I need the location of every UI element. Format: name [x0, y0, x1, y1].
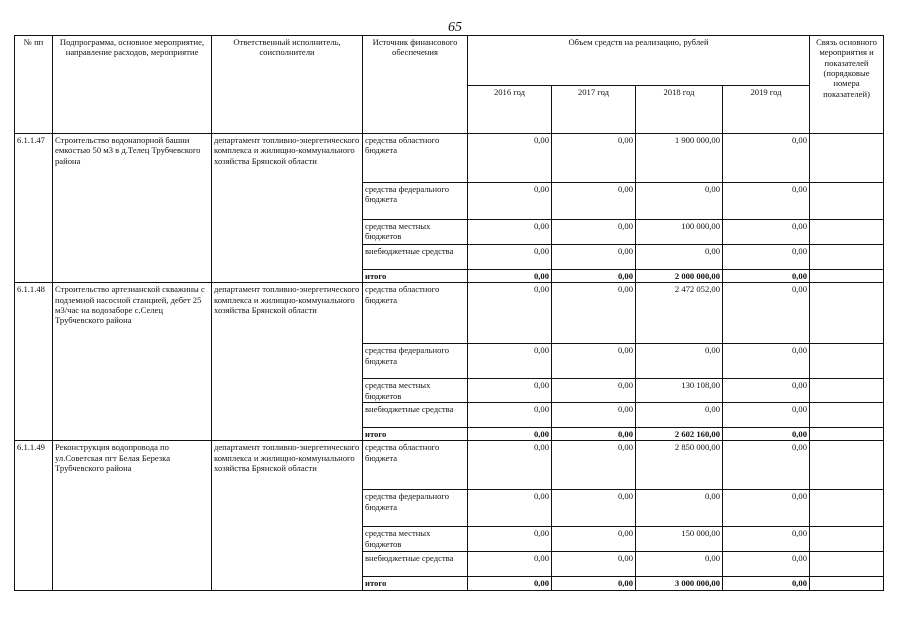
amount-cell: 0,00: [468, 344, 552, 379]
amount-cell: 0,00: [468, 441, 552, 490]
header-source: Источник финансового обеспечения: [363, 36, 468, 134]
header-year: 2017 год: [552, 86, 636, 134]
amount-cell: 3 000 000,00: [636, 577, 723, 590]
table-body: [15, 134, 884, 591]
amount-cell: 0,00: [552, 490, 636, 527]
indicator-link-cell: [810, 283, 884, 344]
activity-name: Строительство артезианской скважины с подземной насосной станцией, дебет 25 м3/час на водозаборе с.Селец Трубчевского района: [53, 283, 212, 441]
header-row: [15, 36, 884, 86]
activity-executor: департамент топливно-энергетического комплекса и жилищно-коммунального хозяйства Брянской области: [212, 134, 363, 283]
funding-source: итого: [363, 270, 468, 283]
header-year: 2018 год: [636, 86, 723, 134]
amount-cell: 2 000 000,00: [636, 270, 723, 283]
amount-cell: 130 108,00: [636, 379, 723, 403]
amount-cell: 0,00: [723, 379, 810, 403]
indicator-link-cell: [810, 427, 884, 440]
amount-cell: 0,00: [723, 427, 810, 440]
amount-cell: 0,00: [468, 220, 552, 245]
funding-source: средства местных бюджетов: [363, 527, 468, 552]
amount-cell: 0,00: [636, 490, 723, 527]
table-row: [15, 441, 884, 490]
funding-table: [14, 35, 884, 591]
amount-cell: 0,00: [636, 344, 723, 379]
amount-cell: 0,00: [723, 270, 810, 283]
amount-cell: 0,00: [723, 220, 810, 245]
amount-cell: 0,00: [723, 245, 810, 270]
indicator-link-cell: [810, 441, 884, 490]
amount-cell: 0,00: [636, 402, 723, 427]
funding-source: средства федерального бюджета: [363, 490, 468, 527]
amount-cell: 0,00: [636, 183, 723, 220]
indicator-link-cell: [810, 344, 884, 379]
funding-source: итого: [363, 427, 468, 440]
amount-cell: 0,00: [468, 490, 552, 527]
amount-cell: 0,00: [723, 577, 810, 590]
header-year: 2019 год: [723, 86, 810, 134]
amount-cell: 2 472 052,00: [636, 283, 723, 344]
indicator-link-cell: [810, 270, 884, 283]
activity-name: Строительство водонапорной башни емкостью 50 м3 в д.Телец Трубчевского района: [53, 134, 212, 283]
amount-cell: 0,00: [552, 441, 636, 490]
amount-cell: 0,00: [552, 427, 636, 440]
amount-cell: 100 000,00: [636, 220, 723, 245]
indicator-link-cell: [810, 220, 884, 245]
amount-cell: 1 900 000,00: [636, 134, 723, 183]
amount-cell: 0,00: [552, 379, 636, 403]
indicator-link-cell: [810, 577, 884, 590]
funding-source: средства областного бюджета: [363, 441, 468, 490]
activity-name: Реконструкция водопровода по ул.Советская пгт Белая Березка Трубчевского района: [53, 441, 212, 590]
amount-cell: 0,00: [552, 220, 636, 245]
amount-cell: 0,00: [552, 577, 636, 590]
funding-source: внебюджетные средства: [363, 245, 468, 270]
amount-cell: 0,00: [723, 441, 810, 490]
funding-source: средства областного бюджета: [363, 134, 468, 183]
indicator-link-cell: [810, 552, 884, 577]
amount-cell: 0,00: [552, 134, 636, 183]
amount-cell: 0,00: [552, 283, 636, 344]
amount-cell: 0,00: [468, 283, 552, 344]
indicator-link-cell: [810, 134, 884, 183]
funding-source: средства федерального бюджета: [363, 344, 468, 379]
activity-code: 6.1.1.47: [15, 134, 53, 283]
amount-cell: 0,00: [552, 344, 636, 379]
funding-source: итого: [363, 577, 468, 590]
amount-cell: 0,00: [723, 490, 810, 527]
funding-source: средства местных бюджетов: [363, 379, 468, 403]
amount-cell: 0,00: [552, 552, 636, 577]
funding-source: средства местных бюджетов: [363, 220, 468, 245]
activity-executor: департамент топливно-энергетического комплекса и жилищно-коммунального хозяйства Брянской области: [212, 441, 363, 590]
activity-code: 6.1.1.48: [15, 283, 53, 441]
amount-cell: 0,00: [468, 270, 552, 283]
header-program: Подпрограмма, основное мероприятие, направление расходов, мероприятие: [53, 36, 212, 134]
amount-cell: 0,00: [468, 427, 552, 440]
amount-cell: 0,00: [468, 245, 552, 270]
amount-cell: 0,00: [552, 183, 636, 220]
funding-source: средства федерального бюджета: [363, 183, 468, 220]
amount-cell: 0,00: [636, 245, 723, 270]
funding-source: внебюджетные средства: [363, 552, 468, 577]
funding-source: внебюджетные средства: [363, 402, 468, 427]
header-num: № пп: [15, 36, 53, 134]
amount-cell: 0,00: [723, 183, 810, 220]
table-row: [15, 134, 884, 183]
amount-cell: 0,00: [552, 402, 636, 427]
amount-cell: 0,00: [723, 134, 810, 183]
amount-cell: 0,00: [468, 552, 552, 577]
amount-cell: 0,00: [552, 245, 636, 270]
page-number: 65: [448, 20, 462, 35]
amount-cell: 0,00: [723, 527, 810, 552]
indicator-link-cell: [810, 183, 884, 220]
header-year: 2016 год: [468, 86, 552, 134]
header-funding: Объем средств на реализацию, рублей: [468, 36, 810, 86]
activity-code: 6.1.1.49: [15, 441, 53, 590]
amount-cell: 2 602 160,00: [636, 427, 723, 440]
indicator-link-cell: [810, 379, 884, 403]
activity-executor: департамент топливно-энергетического комплекса и жилищно-коммунального хозяйства Брянской области: [212, 283, 363, 441]
amount-cell: 0,00: [552, 527, 636, 552]
amount-cell: 0,00: [723, 402, 810, 427]
amount-cell: 2 850 000,00: [636, 441, 723, 490]
amount-cell: 0,00: [468, 402, 552, 427]
amount-cell: 0,00: [723, 344, 810, 379]
amount-cell: 0,00: [468, 134, 552, 183]
funding-source: средства областного бюджета: [363, 283, 468, 344]
indicator-link-cell: [810, 402, 884, 427]
indicator-link-cell: [810, 490, 884, 527]
header-link: Связь основного мероприятия и показателей (порядковые номера показателей): [810, 36, 884, 134]
table-row: [15, 283, 884, 344]
amount-cell: 0,00: [723, 552, 810, 577]
amount-cell: 150 000,00: [636, 527, 723, 552]
amount-cell: 0,00: [468, 379, 552, 403]
header-executor: Ответственный исполнитель, соисполнители: [212, 36, 363, 134]
indicator-link-cell: [810, 527, 884, 552]
indicator-link-cell: [810, 245, 884, 270]
amount-cell: 0,00: [468, 577, 552, 590]
amount-cell: 0,00: [468, 183, 552, 220]
amount-cell: 0,00: [636, 552, 723, 577]
amount-cell: 0,00: [552, 270, 636, 283]
amount-cell: 0,00: [468, 527, 552, 552]
amount-cell: 0,00: [723, 283, 810, 344]
